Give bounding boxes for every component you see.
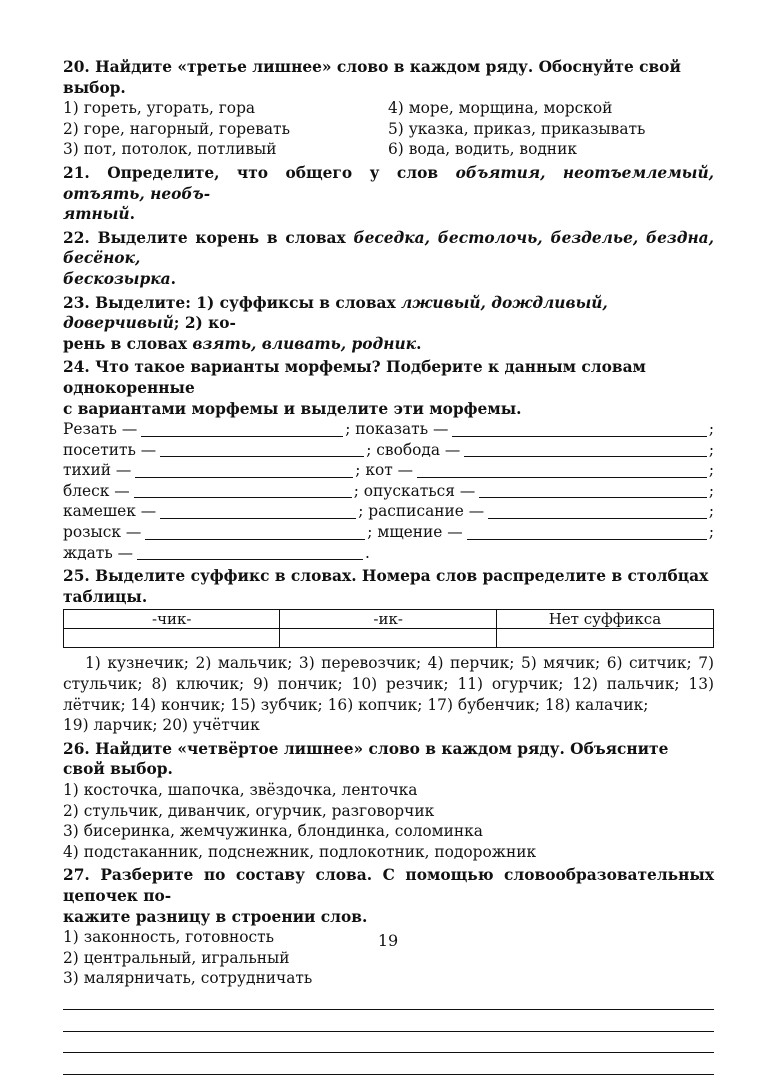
task-22-words: беседка, бестолочь, безделье, бездна, бесёнок, (63, 228, 715, 268)
task-22-line (63, 228, 714, 269)
answer-blank[interactable] (488, 504, 707, 519)
task-20-item: 4) море, морщина, морской (388, 99, 613, 118)
answer-cell[interactable] (280, 629, 496, 648)
fill-row (63, 460, 714, 481)
answer-cell[interactable] (496, 629, 713, 648)
task-21-words: объятия, неотъемлемый, отъять, необъ- (63, 163, 714, 203)
task-23-part3: рень в словах (63, 334, 188, 353)
answer-blank[interactable] (160, 504, 356, 519)
task-20-heading: 20. Найдите «третье лишнее» слово в каждом ряду. Обоснуйте свой выбор. (63, 58, 681, 97)
fill-word: тихий — (63, 461, 132, 480)
task-26-item: 1) косточка, шапочка, звёздочка, ленточка (63, 781, 418, 799)
task-24-heading: 24. Что такое варианты морфемы? Подберите к данным словам однокоренные (63, 358, 646, 397)
task-23-end: . (416, 334, 422, 353)
task-21-heading: 21. Определите, что общего у слов (63, 163, 439, 182)
task-22-line (63, 269, 714, 290)
fill-end: ; (708, 523, 714, 542)
fill-end: ; (708, 461, 714, 480)
answer-blank[interactable] (137, 545, 363, 560)
task-23-words2: взять, вливать, родник (192, 334, 417, 353)
fill-word: ; опускаться — (353, 481, 476, 500)
fill-word: ; мщение — (367, 523, 463, 542)
task-20-item: 5) указка, приказ, приказывать (388, 119, 646, 138)
task-20-row (63, 139, 714, 160)
task-27-item: 1) законность, готовность (63, 928, 275, 947)
task-26-heading: 26. Найдите «четвёртое лишнее» слово в каждом ряду. Объясните свой выбор. (63, 739, 669, 779)
fill-end: ; (708, 502, 714, 521)
task-23-part2: ; 2) ко- (173, 314, 236, 333)
fill-word: блеск — (63, 481, 130, 500)
task-25-words-last: 19) ларчик; 20) учётчик (63, 716, 260, 735)
fill-row (63, 501, 714, 522)
fill-word: посетить — (63, 440, 157, 459)
answer-blank[interactable] (464, 442, 707, 457)
answer-blank[interactable] (479, 483, 707, 498)
answer-blank[interactable] (417, 463, 707, 478)
answer-line[interactable] (63, 1010, 714, 1032)
fill-row (63, 440, 714, 461)
answer-blank[interactable] (134, 483, 352, 498)
task-22 (63, 228, 714, 290)
fill-word: ; расписание — (358, 502, 485, 521)
fill-word: камешек — (63, 502, 157, 521)
task-27-item: 2) центральный, игральный (63, 948, 290, 967)
task-26-item: 2) стульчик, диванчик, огурчик, разговорчик (63, 801, 435, 820)
suffix-column-ik: -ик- (280, 610, 496, 629)
fill-end: ; (708, 440, 714, 459)
fill-word: Резать — (63, 420, 138, 439)
task-21-end: . (129, 205, 135, 224)
fill-end: ; (708, 420, 714, 439)
task-25 (63, 566, 714, 736)
answer-blank[interactable] (141, 422, 343, 437)
task-22-end: . (170, 269, 176, 288)
fill-end: ; (708, 481, 714, 500)
task-21-line (63, 204, 714, 225)
fill-row (63, 481, 714, 502)
answer-blank[interactable] (452, 422, 706, 437)
task-26-item: 4) подстаканник, подснежник, подлокотник, подорожник (63, 842, 537, 861)
suffix-table-header (64, 610, 714, 629)
task-22-heading: 22. Выделите корень в словах (63, 228, 346, 247)
task-20-row (63, 98, 714, 119)
task-23-part1: 23. Выделите: 1) суффиксы в словах (63, 293, 396, 312)
task-20 (63, 57, 714, 160)
fill-word: розыск — (63, 523, 142, 542)
task-21 (63, 163, 714, 225)
task-20-item: 6) вода, водить, водник (388, 140, 577, 159)
task-24 (63, 357, 714, 563)
task-27-heading: 27. Разберите по составу слова. С помощью словообразовательных цепочек по- (63, 866, 714, 905)
fill-row (63, 543, 714, 564)
task-23 (63, 293, 714, 355)
fill-row (63, 419, 714, 440)
answer-cell[interactable] (64, 629, 280, 648)
task-23-words1: лживый, дождливый, доверчивый (63, 293, 608, 333)
task-23-line (63, 293, 714, 334)
task-24-heading-cont: с вариантами морфемы и выделите эти морфемы. (63, 399, 522, 418)
suffix-column-none: Нет суффикса (496, 610, 713, 629)
fill-word: ждать — (63, 543, 133, 562)
task-23-line (63, 334, 714, 355)
task-27 (63, 865, 714, 1075)
task-25-words: 1) кузнечик; 2) мальчик; 3) перевозчик; 4) перчик; 5) мячик; 6) ситчик; 7) стульчик; 8) ключик; 9) пончик; 10) резчик; 11) огурчик; 12) пальчик; 13) лётчик; 14) кончик; 15) зубчик; 16) копчик; 17) бубенчик; 18) калачик; (63, 654, 714, 714)
answer-blank[interactable] (467, 525, 707, 540)
fill-word: ; кот — (355, 461, 414, 480)
answer-line[interactable] (63, 1053, 714, 1075)
suffix-column-chik: -чик- (64, 610, 280, 629)
task-22-words-cont: бескозырка (63, 269, 171, 288)
page-number: 19 (377, 931, 399, 950)
task-27-item: 3) малярничать, сотрудничать (63, 969, 313, 988)
task-21-words-cont: ятный (63, 205, 130, 224)
suffix-table (63, 609, 714, 648)
suffix-table-answer-row (64, 629, 714, 648)
task-25-heading: 25. Выделите суффикс в словах. Номера слов распределите в столбцах таблицы. (63, 567, 709, 606)
task-26-item: 3) бисеринка, жемчужинка, блондинка, соломинка (63, 822, 483, 841)
answer-lines (63, 989, 714, 1075)
answer-blank[interactable] (145, 525, 365, 540)
task-21-line (63, 163, 714, 204)
task-27-heading-cont: кажите разницу в строении слов. (63, 907, 368, 926)
answer-blank[interactable] (135, 463, 353, 478)
fill-row (63, 522, 714, 543)
fill-end: . (365, 543, 370, 562)
task-20-row (63, 119, 714, 140)
answer-line[interactable] (63, 1032, 714, 1054)
answer-blank[interactable] (160, 442, 364, 457)
fill-word: ; свобода — (366, 440, 461, 459)
task-20-item: 1) гореть, угорать, гора (63, 99, 256, 118)
task-26 (63, 739, 714, 863)
task-20-item: 3) пот, потолок, потливый (63, 140, 277, 159)
task-20-item: 2) горе, нагорный, горевать (63, 119, 290, 138)
fill-word: ; показать — (345, 420, 449, 439)
